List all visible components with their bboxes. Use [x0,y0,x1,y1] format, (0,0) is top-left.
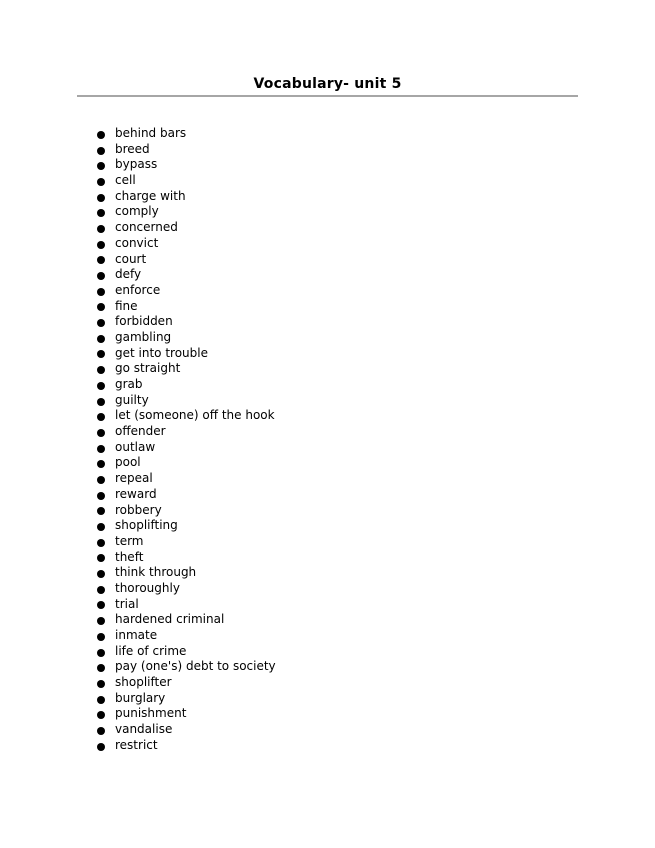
bullet-icon [97,335,105,343]
bullet-icon [97,586,105,594]
list-item [0,455,276,471]
bullet-icon [97,507,105,515]
bullet-icon [97,680,105,688]
bullet-icon [97,617,105,625]
list-item [0,581,276,597]
list-item-label: offender [115,424,166,439]
list-item-label: reward [115,486,157,501]
list-item-label: bypass [115,157,158,172]
list-item [0,189,276,205]
bullet-icon [97,162,105,170]
list-item-label: concerned [115,220,178,235]
list-item-label: burglary [115,690,166,705]
list-item-label: repeal [115,471,153,486]
list-item [0,267,276,283]
list-item [0,706,276,722]
bullet-icon [97,178,105,186]
list-item [0,330,276,346]
list-item-label: vandalise [115,722,173,737]
bullet-icon [97,633,105,641]
list-item-label: inmate [115,628,158,642]
bullet-icon [97,225,105,233]
list-item [0,393,276,409]
list-item [0,675,276,691]
list-item [0,550,276,566]
list-item-label: shoplifting [115,518,178,533]
list-item-label: think through [115,565,197,580]
list-item [0,597,276,613]
list-item-label: court [115,251,147,266]
list-item-label: term [115,533,144,548]
list-item-label: behind bars [115,126,187,140]
list-item [0,691,276,707]
bullet-icon [97,398,105,406]
bullet-icon [97,241,105,249]
list-item [0,440,276,456]
bullet-icon [97,350,105,358]
list-item-label: let (someone) off the hook [115,408,275,423]
bullet-icon [97,523,105,531]
page-title: Vocabulary- unit 5 [253,76,402,92]
list-item-label: defy [115,267,142,282]
list-item-label: cell [115,173,136,188]
list-item [0,644,276,660]
bullet-icon [97,711,105,719]
list-item-label: hardened criminal [115,612,225,627]
vocabulary-list [0,126,276,754]
list-item-label: robbery [115,502,162,517]
bullet-icon [97,445,105,453]
list-item-label: charge with [115,188,186,203]
list-item [0,377,276,393]
list-item [0,408,276,424]
bullet-icon [97,303,105,311]
list-item-label: punishment [115,706,187,721]
list-item [0,612,276,628]
list-item-label: fine [115,298,138,313]
list-item [0,565,276,581]
list-item [0,220,276,236]
bullet-icon [97,319,105,327]
list-item-label: outlaw [115,439,156,454]
list-item-label: breed [115,141,150,156]
bullet-icon [97,382,105,390]
list-item-label: gambling [115,329,172,344]
list-item [0,722,276,738]
list-item-label: convict [115,235,159,250]
bullet-icon [97,476,105,484]
bullet-icon [97,649,105,657]
list-item-label: enforce [115,282,161,297]
list-item [0,283,276,299]
bullet-icon [97,601,105,609]
bullet-icon [97,460,105,468]
list-item [0,236,276,252]
list-item-label: comply [115,204,159,219]
bullet-icon [97,194,105,202]
bullet-icon [97,366,105,374]
list-item [0,659,276,675]
list-item-label: pool [115,455,141,470]
list-item-label: pay (one's) debt to society [115,659,276,674]
bullet-icon [97,147,105,155]
bullet-icon [97,429,105,437]
bullet-icon [97,413,105,421]
list-item [0,314,276,330]
bullet-icon [97,696,105,704]
list-item [0,487,276,503]
bullet-icon [97,570,105,578]
list-item-label: restrict [115,737,158,752]
list-item-label: go straight [115,361,181,376]
title-divider [77,95,578,97]
list-item [0,142,276,158]
list-item-label: get into trouble [115,345,208,360]
list-item-label: shoplifter [115,675,172,690]
bullet-icon [97,256,105,264]
list-item [0,534,276,550]
list-item [0,738,276,754]
bullet-icon [97,664,105,672]
list-item-label: theft [115,549,144,564]
list-item [0,518,276,534]
list-item [0,299,276,315]
list-item [0,126,276,142]
list-item [0,424,276,440]
bullet-icon [97,272,105,280]
list-item [0,204,276,220]
bullet-icon [97,743,105,751]
list-item-label: thoroughly [115,580,180,595]
list-item-label: grab [115,377,143,391]
list-item [0,628,276,644]
bullet-icon [97,492,105,500]
list-item [0,157,276,173]
list-item [0,346,276,362]
bullet-icon [97,539,105,547]
bullet-icon [97,288,105,296]
list-item [0,252,276,268]
bullet-icon [97,554,105,562]
list-item [0,361,276,377]
list-item [0,173,276,189]
list-item-label: life of crime [115,643,187,658]
list-item-label: forbidden [115,314,173,329]
list-item-label: guilty [115,392,149,407]
bullet-icon [97,209,105,217]
list-item-label: trial [115,596,139,611]
list-item [0,503,276,519]
bullet-icon [97,131,105,139]
bullet-icon [97,727,105,735]
list-item [0,471,276,487]
